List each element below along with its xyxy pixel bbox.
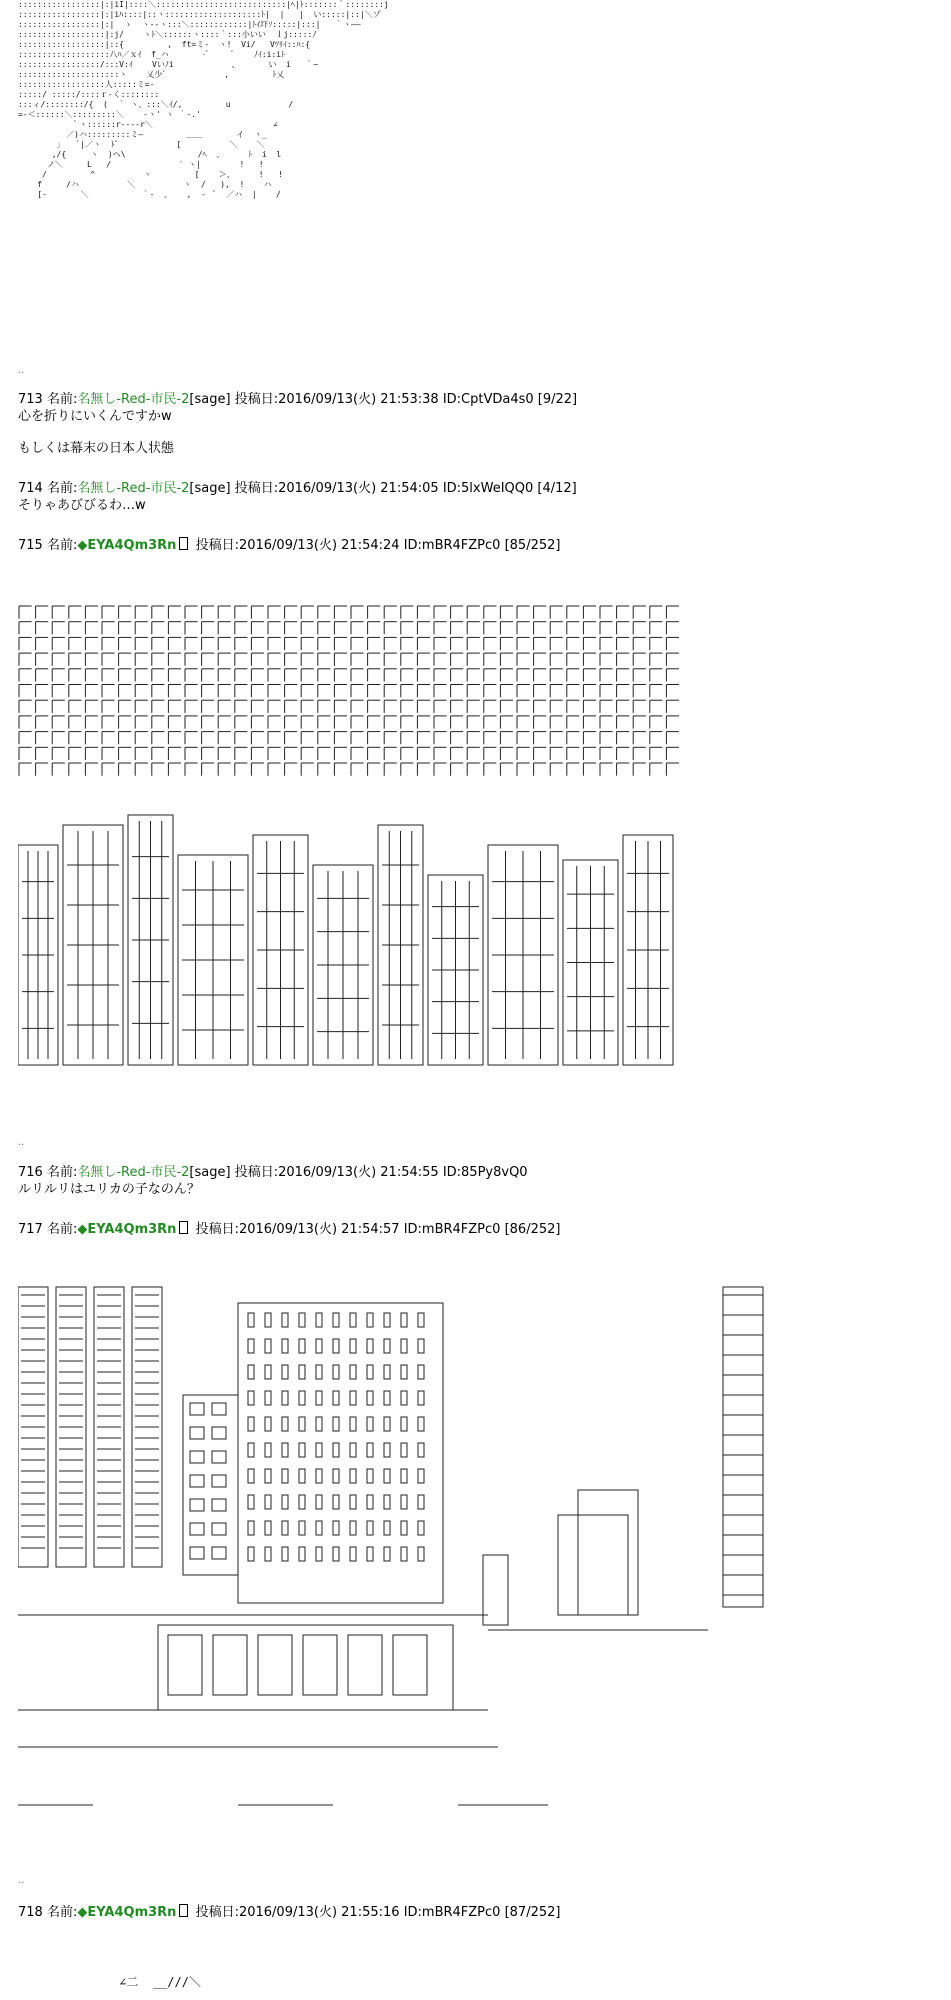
post-body-714 xyxy=(18,498,146,514)
mail-box-icon xyxy=(179,1221,188,1234)
body-line: ルリルリはユリカの子なのん？ xyxy=(18,1182,200,1197)
post-date: 2016/09/13(火) 21:54:55 xyxy=(278,1165,439,1180)
name-label: 名前: xyxy=(46,481,78,496)
poster-id[interactable]: ID:mBR4FZPc0 xyxy=(403,1905,501,1920)
post-body-716 xyxy=(18,1182,200,1198)
poster-name[interactable]: ◆EYA4Qm3Rn xyxy=(77,1905,177,1920)
post-number: 716 xyxy=(18,1165,43,1180)
date-label: 投稿日: xyxy=(195,1905,239,1920)
ascii-art-city-skyline xyxy=(18,1285,778,1835)
name-label: 名前: xyxy=(46,392,78,407)
separator-dots: .. xyxy=(18,1137,25,1148)
poster-name[interactable]: ◆EYA4Qm3Rn xyxy=(77,538,177,553)
post-count: [86/252] xyxy=(504,1222,561,1237)
post-number: 715 xyxy=(18,538,43,553)
post-header-714 xyxy=(18,481,577,497)
poster-name[interactable]: 名無し-Red-市民-2 xyxy=(77,1165,190,1180)
post-header-715 xyxy=(18,537,560,554)
post-date: 2016/09/13(火) 21:53:38 xyxy=(278,392,439,407)
body-line: もしくは幕末の日本人状態 xyxy=(18,441,175,456)
mail-field: [sage] xyxy=(189,1165,231,1180)
separator-dots: .. xyxy=(18,365,25,376)
body-line xyxy=(18,425,174,441)
post-date: 2016/09/13(火) 21:54:24 xyxy=(238,538,400,553)
post-count: [87/252] xyxy=(504,1905,561,1920)
poster-id[interactable]: ID:mBR4FZPc0 xyxy=(403,538,501,553)
post-body-713 xyxy=(18,409,174,457)
mail-field: [sage] xyxy=(189,481,231,496)
ascii-art-bottom: ∠二 __///＼ xyxy=(18,1975,201,1989)
post-number: 713 xyxy=(18,392,43,407)
post-count: [85/252] xyxy=(504,538,561,553)
post-number: 718 xyxy=(18,1905,43,1920)
poster-name[interactable]: 名無し-Red-市民-2 xyxy=(77,392,190,407)
body-line: そりゃあびびるわ…w xyxy=(18,498,146,513)
post-date: 2016/09/13(火) 21:54:05 xyxy=(278,481,439,496)
mail-box-icon xyxy=(179,1904,188,1917)
poster-id[interactable]: ID:mBR4FZPc0 xyxy=(403,1222,501,1237)
date-label: 投稿日: xyxy=(234,1165,279,1180)
name-label: 名前: xyxy=(46,1222,78,1237)
post-header-718 xyxy=(18,1904,560,1921)
poster-name[interactable]: 名無し-Red-市民-2 xyxy=(77,481,190,496)
date-label: 投稿日: xyxy=(234,481,279,496)
post-header-717 xyxy=(18,1221,560,1238)
post-date: 2016/09/13(火) 21:54:57 xyxy=(238,1222,400,1237)
post-count: [4/12] xyxy=(537,481,577,496)
poster-name[interactable]: ◆EYA4Qm3Rn xyxy=(77,1222,177,1237)
post-header-713 xyxy=(18,392,577,408)
mail-box-icon xyxy=(179,537,188,550)
name-label: 名前: xyxy=(46,1905,78,1920)
post-number: 717 xyxy=(18,1222,43,1237)
post-date: 2016/09/13(火) 21:55:16 xyxy=(238,1905,400,1920)
date-label: 投稿日: xyxy=(234,392,279,407)
name-label: 名前: xyxy=(46,538,78,553)
poster-id[interactable]: ID:CptVDa4s0 xyxy=(442,392,534,407)
date-label: 投稿日: xyxy=(195,538,239,553)
ascii-art-top: :::::::::::::::::|:|iI|::::＼:::::::::::::::::::::::::::|ﾍ|ﾄ:::::::｀::::::::j :::::::::::::::::|:|iﾊ::::|::ヽ::::::::::::::::::::ﾄ| | | い:::::|::|＼ゾ :::::::::::::::::|:| ゝ ヽ-‐ヽ:::＼::::::::::::|ﾄｲ圷ｿ:::::|:::| ｀ヽ―― ::::::::::::::::::|:j/ ヽﾄ＼::::::ヽ::::｀:::小いい ｌj:::::ﾉ ::::::::::::::::::|::{ , ft=ミ- ヽ! Vi/ Vﾂﾘｲ::ﾊ:{ :::::::::::::::::::八ﾊ／ｘｲ f_ハ -ﾞ ﾞ ﾉｲ:i:iﾄ :::::::::::::::::/:::V:ｲ Vいﾉi 、 い i ｀~ :::::::::::::::::::::ヽ 乂少ﾞ , ﾄ乂 ::::::::::::::::::人:::::ミ=‐ :::::/ :::::/::::ｒ‐く:::::::: :::ィ/::::::::/{ ( ｀ ヽ、:::＼ｲ/, u / =‐＜::::::＼:::::::::＼ ‐ヽ' ヽ ｀-.' ｀ヽ::::::r‐‐‐‐r＼ ∠ ／)ハ:::::::::ミ― ＿＿ イ ヽ_ 」 ﾞ|／ヽ ﾄﾞ [ ＼ ＼ ,/{ ヽ )ヘ\ /ﾍ 、 ﾄ i l ノ＼ L / ′ ヽ| ! ! / ^ ヽ [ ＞、 ! ! f /ハ ＼ ヽ / ), ! ハ [‐ ＼ ｀‐ 、 , ‐ ﾞ ／ハ | / xyxy=(18,0,389,199)
post-header-716 xyxy=(18,1165,528,1181)
name-label: 名前: xyxy=(46,1165,78,1180)
date-label: 投稿日: xyxy=(195,1222,239,1237)
mail-field: [sage] xyxy=(189,392,231,407)
ascii-art-grid-buildings xyxy=(18,605,683,1075)
poster-id[interactable]: ID:85Py8vQ0 xyxy=(442,1165,528,1180)
poster-id[interactable]: ID:5lxWeIQQ0 xyxy=(442,481,534,496)
body-line: 心を折りにいくんですかw xyxy=(18,409,172,424)
separator-dots: .. xyxy=(18,1875,25,1886)
post-number: 714 xyxy=(18,481,43,496)
post-count: [9/22] xyxy=(537,392,578,407)
